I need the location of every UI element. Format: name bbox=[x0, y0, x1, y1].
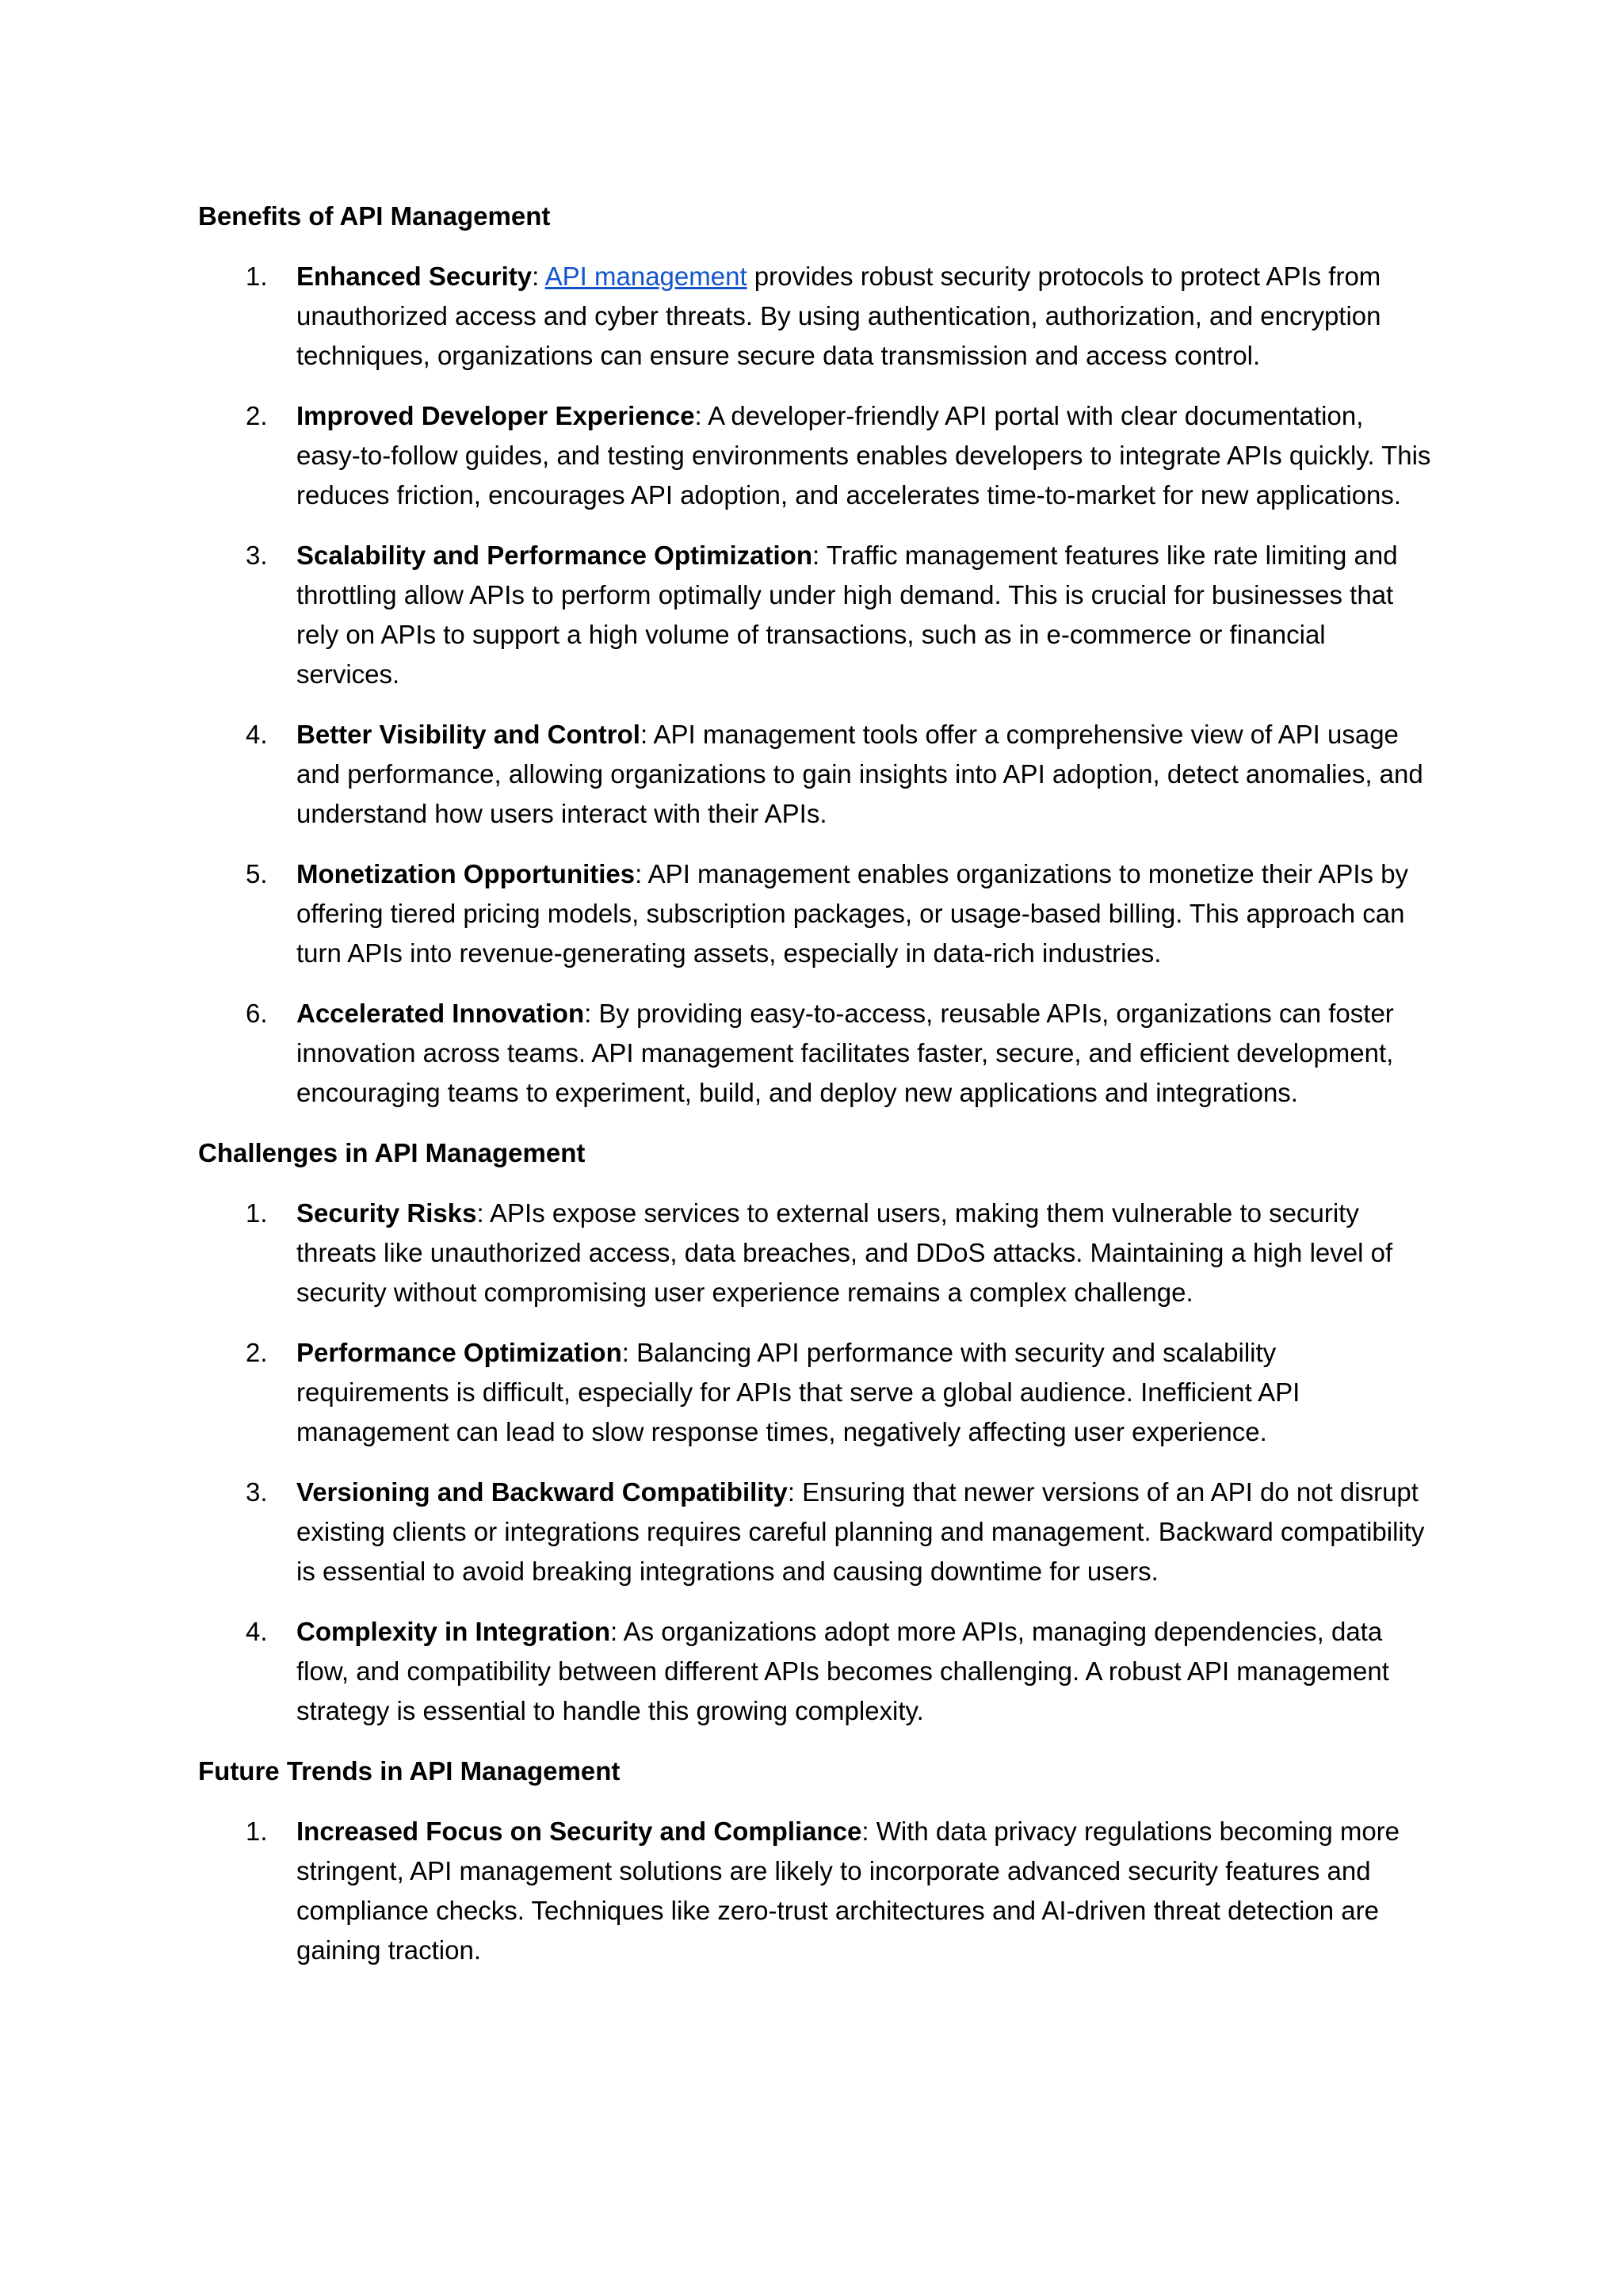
item-term: Monetization Opportunities bbox=[296, 859, 636, 888]
item-separator: : bbox=[861, 1817, 876, 1846]
item-separator: : bbox=[476, 1198, 490, 1228]
list-number: 1. bbox=[246, 262, 268, 291]
future-trends-list bbox=[198, 1812, 1434, 1970]
item-term: Complexity in Integration bbox=[296, 1617, 611, 1646]
item-text: API management tools offer a comprehensive view of API usage and performance, allowing organizations to gain insights into API adoption, detect anomalies, and understand how users interact with their APIs. bbox=[296, 720, 1423, 828]
api-management-link[interactable]: API management bbox=[544, 262, 747, 291]
item-term: Improved Developer Experience bbox=[296, 401, 695, 430]
list-number: 6. bbox=[246, 999, 268, 1028]
item-term: Security Risks bbox=[296, 1198, 477, 1228]
list-item bbox=[198, 257, 1434, 376]
item-text: Traffic management features like rate limiting and throttling allow APIs to perform optimally under high demand. This is crucial for businesses that rely on APIs to support a high volume of transactions, such as in e-commerce or financial services. bbox=[296, 541, 1398, 689]
list-item bbox=[198, 994, 1434, 1113]
item-separator: : bbox=[532, 262, 545, 291]
list-item bbox=[198, 1333, 1434, 1452]
list-item bbox=[198, 1473, 1434, 1591]
list-item bbox=[198, 854, 1434, 973]
item-term: Scalability and Performance Optimization bbox=[296, 541, 812, 570]
list-item bbox=[198, 715, 1434, 834]
item-separator: : bbox=[584, 999, 599, 1028]
document-body bbox=[198, 197, 1434, 1991]
list-item bbox=[198, 1812, 1434, 1970]
item-text: API management enables organizations to monetize their APIs by offering tiered pricing models, subscription packages, or usage-based billing. This approach can turn APIs into revenue-generating assets, especially in data-rich industries. bbox=[296, 859, 1409, 968]
item-separator: : bbox=[610, 1617, 624, 1646]
item-text: As organizations adopt more APIs, managing dependencies, data flow, and compatibility between different APIs becomes challenging. A robust API management strategy is essential to handle this growing complexity. bbox=[296, 1617, 1389, 1725]
item-separator: : bbox=[621, 1338, 637, 1367]
benefits-list bbox=[198, 257, 1434, 1113]
list-number: 1. bbox=[246, 1817, 268, 1846]
item-text: With data privacy regulations becoming more stringent, API management solutions are likely to incorporate advanced security features and compliance checks. Techniques like zero-trust architectures and AI-driven threat detection are gaining traction. bbox=[296, 1817, 1400, 1965]
item-term: Accelerated Innovation bbox=[296, 999, 585, 1028]
list-item bbox=[198, 536, 1434, 694]
list-number: 2. bbox=[246, 1338, 268, 1367]
item-term: Enhanced Security bbox=[296, 262, 533, 291]
item-term: Performance Optimization bbox=[296, 1338, 622, 1367]
item-separator: : bbox=[694, 401, 708, 430]
challenges-list bbox=[198, 1194, 1434, 1731]
list-item bbox=[198, 396, 1434, 515]
list-item bbox=[198, 1612, 1434, 1731]
item-text: provides robust security protocols to protect APIs from unauthorized access and cyber threats. By using authentication, authorization, and encryption techniques, organizations can ensure secure data transmission and access control. bbox=[296, 262, 1381, 370]
list-number: 2. bbox=[246, 401, 268, 430]
item-text: Ensuring that newer versions of an API do not disrupt existing clients or integrations requires careful planning and management. Backward compatibility is essential to avoid breaking integrations and causing downtime for users. bbox=[296, 1477, 1425, 1586]
section-heading-challenges: Challenges in API Management bbox=[198, 1138, 586, 1167]
item-separator: : bbox=[787, 1477, 803, 1507]
item-term: Better Visibility and Control bbox=[296, 720, 640, 749]
item-separator: : bbox=[635, 859, 648, 888]
item-text: APIs expose services to external users, making them vulnerable to security threats like unauthorized access, data breaches, and DDoS attacks. Maintaining a high level of security without compromising user experience remains a complex challenge. bbox=[296, 1198, 1393, 1307]
item-term: Versioning and Backward Compatibility bbox=[296, 1477, 788, 1507]
list-number: 4. bbox=[246, 720, 268, 749]
item-text: A developer-friendly API portal with clear documentation, easy-to-follow guides, and testing environments enables developers to integrate APIs quickly. This reduces friction, encourages API adoption, and accelerates time-to-market for new applications. bbox=[296, 401, 1431, 510]
list-number: 4. bbox=[246, 1617, 268, 1646]
item-separator: : bbox=[812, 541, 827, 570]
item-term: Increased Focus on Security and Compliance bbox=[296, 1817, 862, 1846]
item-text: By providing easy-to-access, reusable APIs, organizations can foster innovation across teams. API management facilitates faster, secure, and efficient development, encouraging teams to experiment, build, and deploy new applications and integrations. bbox=[296, 999, 1394, 1107]
list-number: 5. bbox=[246, 859, 268, 888]
list-number: 1. bbox=[246, 1198, 268, 1228]
section-heading-benefits: Benefits of API Management bbox=[198, 201, 551, 231]
item-text: Balancing API performance with security and scalability requirements is difficult, especially for APIs that serve a global audience. Inefficient API management can lead to slow response times, negatively affecting user experience. bbox=[296, 1338, 1300, 1446]
section-heading-future-trends: Future Trends in API Management bbox=[198, 1756, 621, 1786]
list-number: 3. bbox=[246, 1477, 268, 1507]
item-separator: : bbox=[640, 720, 654, 749]
list-item bbox=[198, 1194, 1434, 1312]
list-number: 3. bbox=[246, 541, 268, 570]
